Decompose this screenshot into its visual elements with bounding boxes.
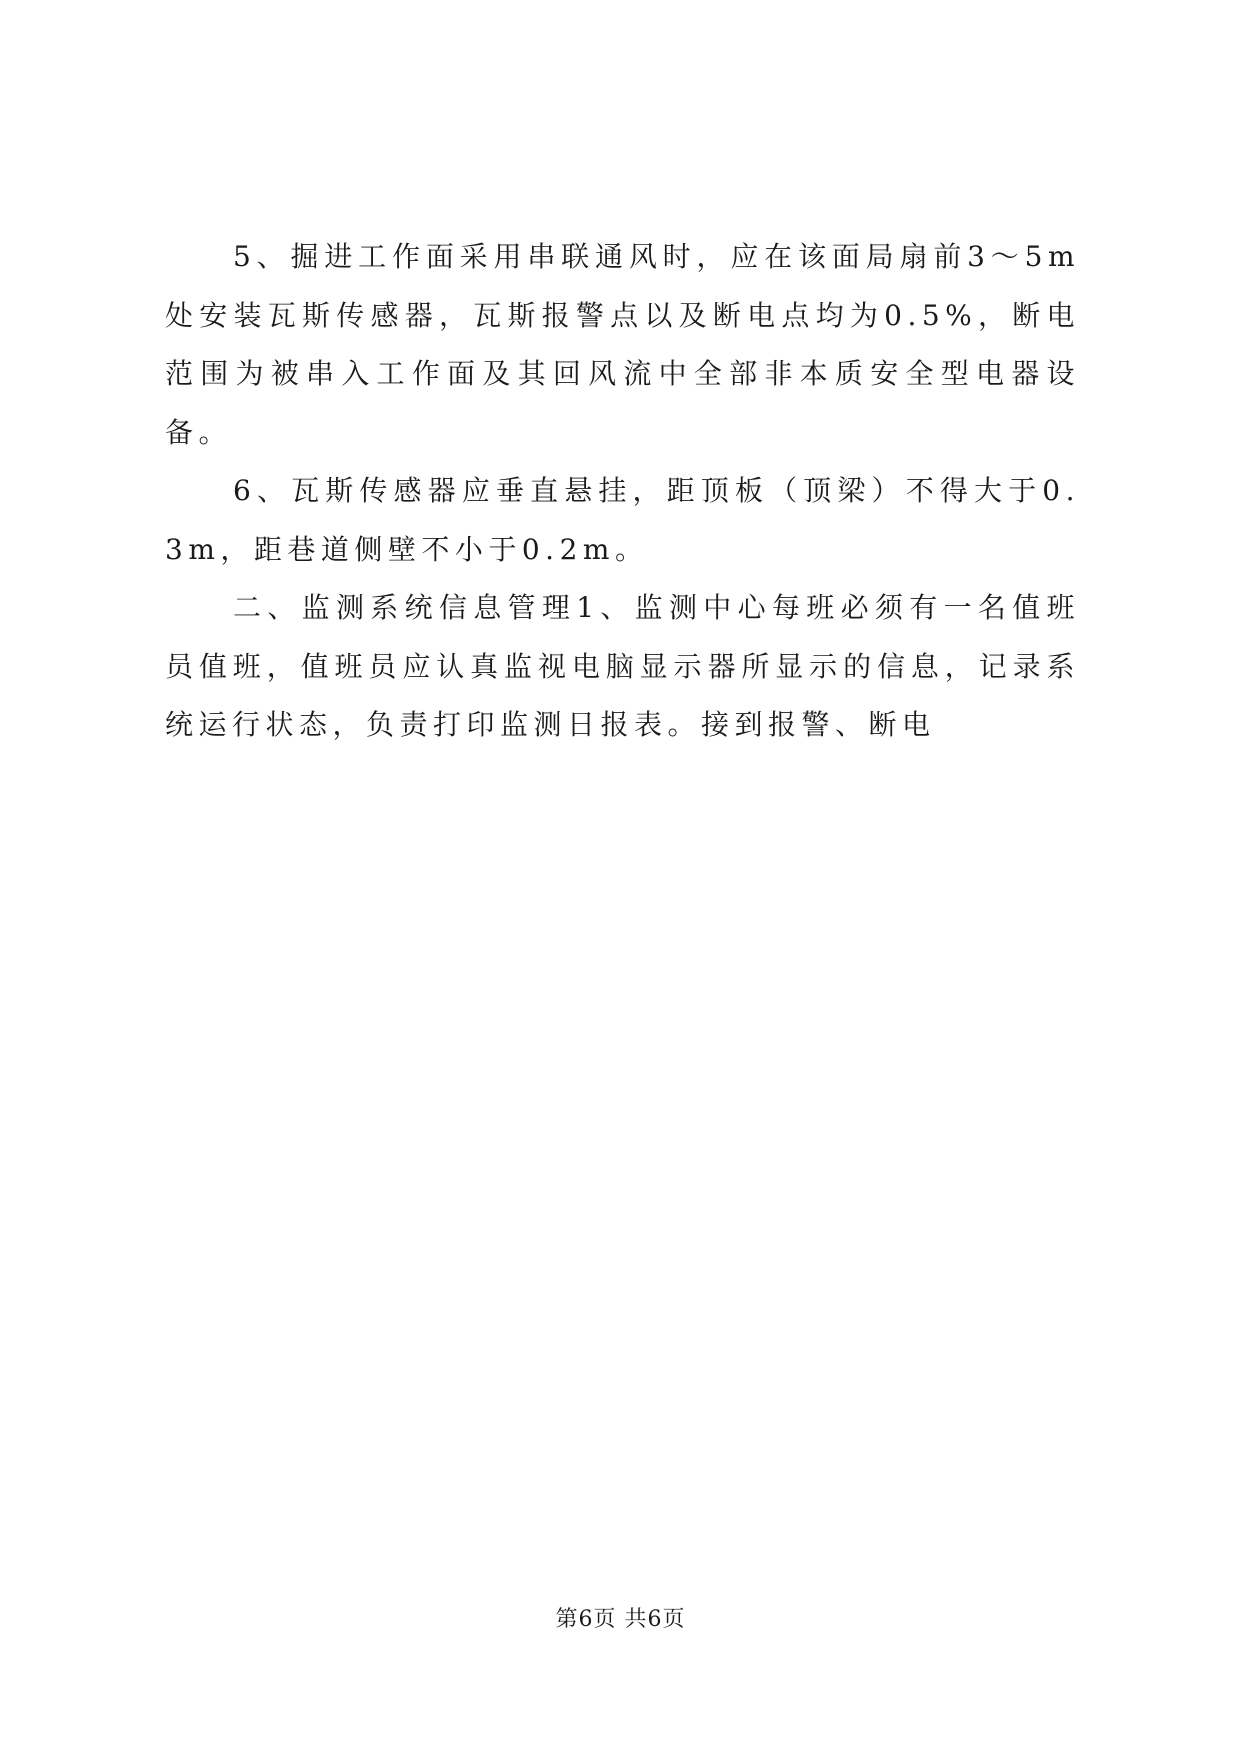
paragraph-monitoring-info-management: 二、监测系统信息管理1、监测中心每班必须有一名值班员值班，值班员应认真监视电脑显示器所显示的信息，记录系统运行状态，负责打印监测日报表。接到报警、断电 [165,591,1080,741]
paragraph-gas-sensor-mounting: 6、瓦斯传感器应垂直悬挂，距顶板（顶梁）不得大于0.3m，距巷道侧壁不小于0.2m。 [165,474,1080,566]
paragraph-gas-sensor-series-ventilation: 5、掘进工作面采用串联通风时，应在该面局扇前3～5m处安装瓦斯传感器，瓦斯报警点以及断电点均为0.5%，断电范围为被串入工作面及其回风流中全部非本质安全型电器设备。 [165,240,1080,449]
document-body [165,228,1080,755]
page-footer: 第6页 共6页 [555,1607,686,1632]
